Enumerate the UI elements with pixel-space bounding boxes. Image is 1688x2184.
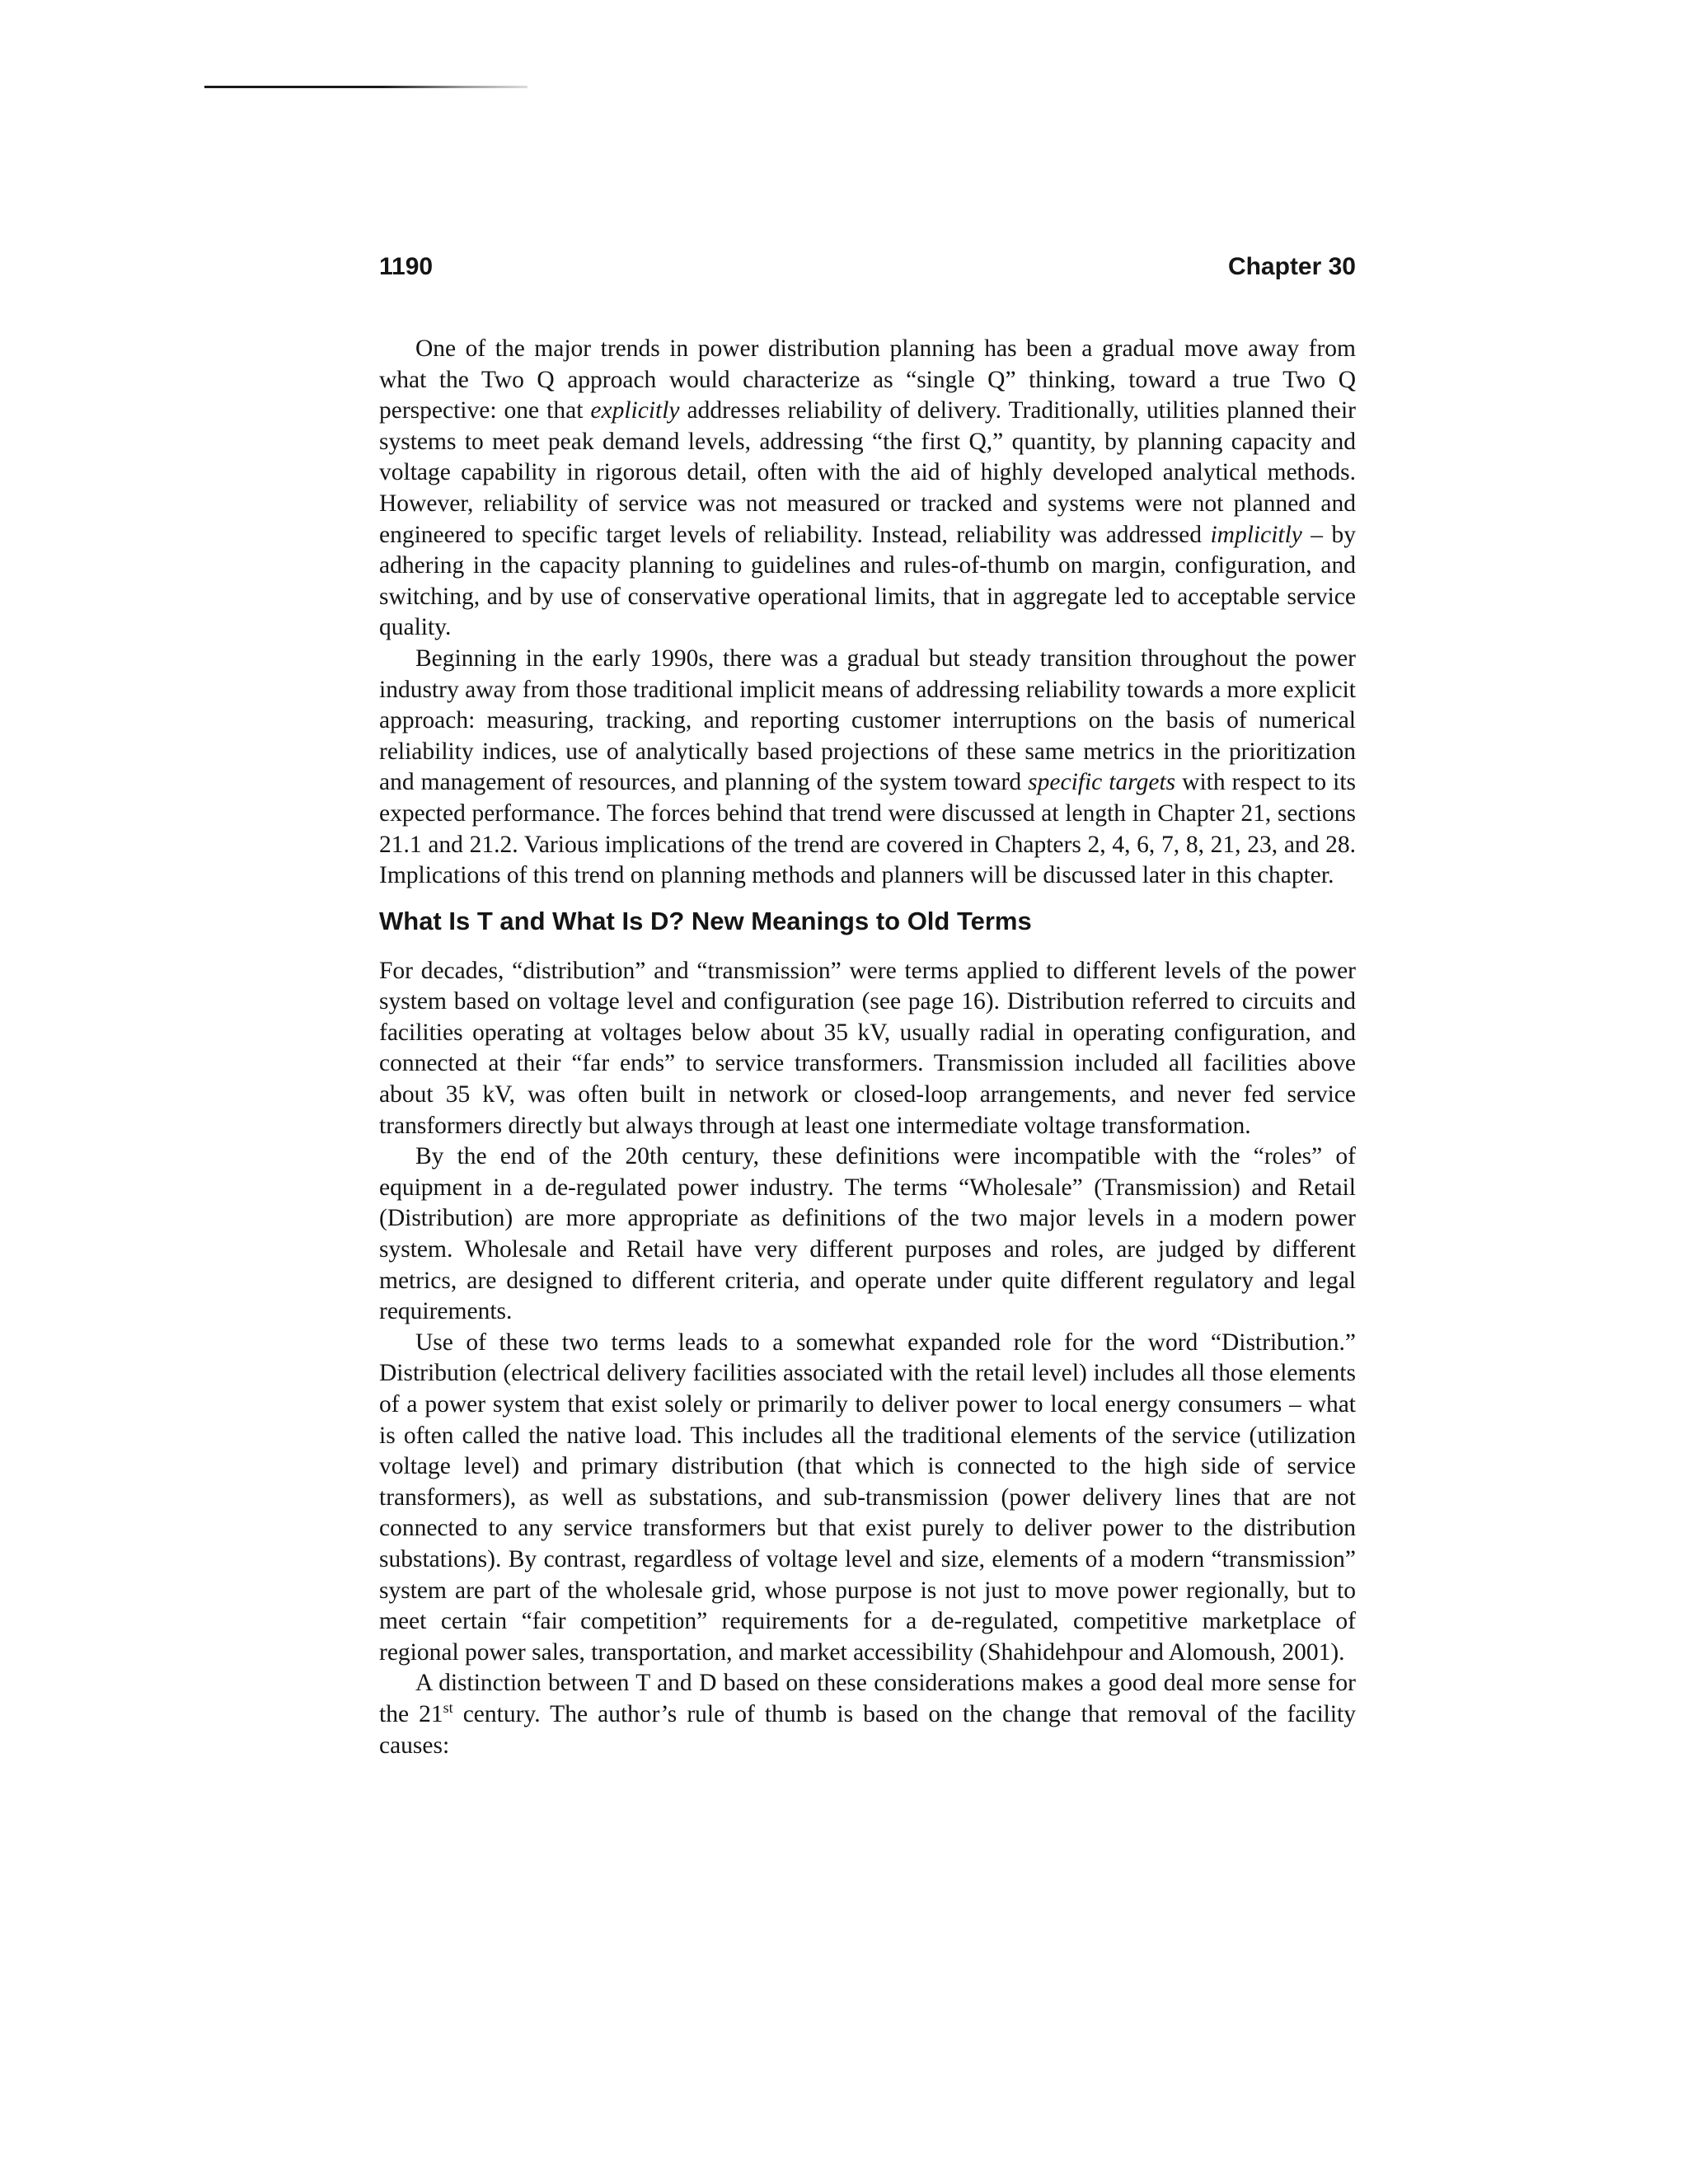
paragraph-1990s-transition [379,644,1356,892]
para1-text-c: – by adhering in the capacity planning to guidelines and rules-of-thumb on margin, configuration, and switching, and by use of conservative operational limits, that in aggregate led to acceptable service quality. [379,521,1356,641]
paragraph-end-of-20th-century: By the end of the 20th century, these definitions were incompatible with the “roles” of equipment in a de-regulated power industry. The terms “Wholesale” (Transmission) and Retail (Distribution) are more appropriate as definitions of the two major levels in a modern power system. Wholesale and Retail have very different purposes and roles, are judged by different metrics, are designed to different criteria, and operate under quite different regulatory and legal requirements. [379,1143,1356,1325]
page-number: 1190 [379,253,434,280]
para2-text-b: with respect to its expected performance. The forces behind that trend were discussed at length in Chapter 21, sections 21.1 and 21.2. Various implications of the trend are covered in Chapters 2, 4, 6, 7, 8, 21, 23, and 28. Implications of this trend on planning methods and planners will be discussed later in this chapter. [379,769,1357,889]
running-head [379,251,1356,284]
para6-text-a: A distinction between T and D based on these considerations makes a good deal more sense for the 21 [379,1670,1356,1727]
chapter-label: Chapter 30 [1227,253,1356,280]
paragraph-expanded-distribution: Use of these two terms leads to a somewhat expanded role for the word “Distribution.” Distribution (electrical delivery facilities associated with the retail level) includes all those elements of a power system that exist solely or primarily to deliver power to local energy consumers – what is often called the native load. This includes all the traditional elements of the service (utilization voltage level) and primary distribution (that which is connected to the high side of service transformers), as well as substations, and sub-transmission (power delivery lines that are not connected to any service transformers but that exist purely to deliver power to the distribution substations). By contrast, regardless of voltage level and size, elements of a modern “transmission” system are part of the wholesale grid, whose purpose is not just to move power regionally, but to meet certain “fair competition” requirements for a de-regulated, competitive marketplace of regional power sales, transportation, and market accessibility (Shahidehpour and Alomoush, 2001). [379,1329,1356,1666]
para2-text-a: Beginning in the early 1990s, there was a gradual but steady transition throughout the power industry away from those traditional implicit means of addressing reliability towards a more explicit approach: measuring, tracking, and reporting customer interruptions on the basis of numerical reliability indices, use of analytically based projections of these same metrics in the prioritization and management of resources, and planning of the system toward [379,644,1356,796]
body-text [379,334,1356,1761]
para1-emphasis-implicitly: implicitly [1210,521,1302,548]
paragraph-definitions: For decades, “distribution” and “transmission” were terms applied to different levels of the power system based on voltage level and configuration (see page 16). Distribution referred to circuits and facilities operating at voltages below about 35 kV, usually radial in operating configuration, and connected at their “far ends” to service transformers. Transmission included all facilities above about 35 kV, was often built in network or closed-loop arrangements, and never fed service transformers directly but always through at least one intermediate voltage transformation. [379,957,1356,1139]
para1-emphasis-explicitly: explicitly [590,397,680,424]
paragraph-t-and-d-distinction [379,1668,1356,1761]
section-heading: What Is T and What Is D? New Meanings to Old Terms [379,906,1032,935]
paragraph-two-q-trend [379,334,1356,644]
para6-text-b: century. The author’s rule of thumb is based on the change that removal of the facility causes: [379,1700,1357,1759]
para1-text-a: One of the major trends in power distribution planning has been a gradual move away from what the Two Q approach would characterize as “single Q” thinking, toward a true Two Q perspective: one that [379,335,1356,424]
para2-emphasis-specific-targets: specific targets [1028,769,1176,796]
top-rule [204,86,528,88]
para6-superscript: st [443,1699,453,1717]
para1-text-b: addresses reliability of delivery. Traditionally, utilities planned their systems to meet peak demand levels, addressing “the first Q,” quantity, by planning capacity and voltage capability in rigorous detail, often with the aid of highly developed analytical methods. However, reliability of service was not measured or tracked and systems were not planned and engineered to specific target levels of reliability. Instead, reliability was addressed [379,397,1356,548]
